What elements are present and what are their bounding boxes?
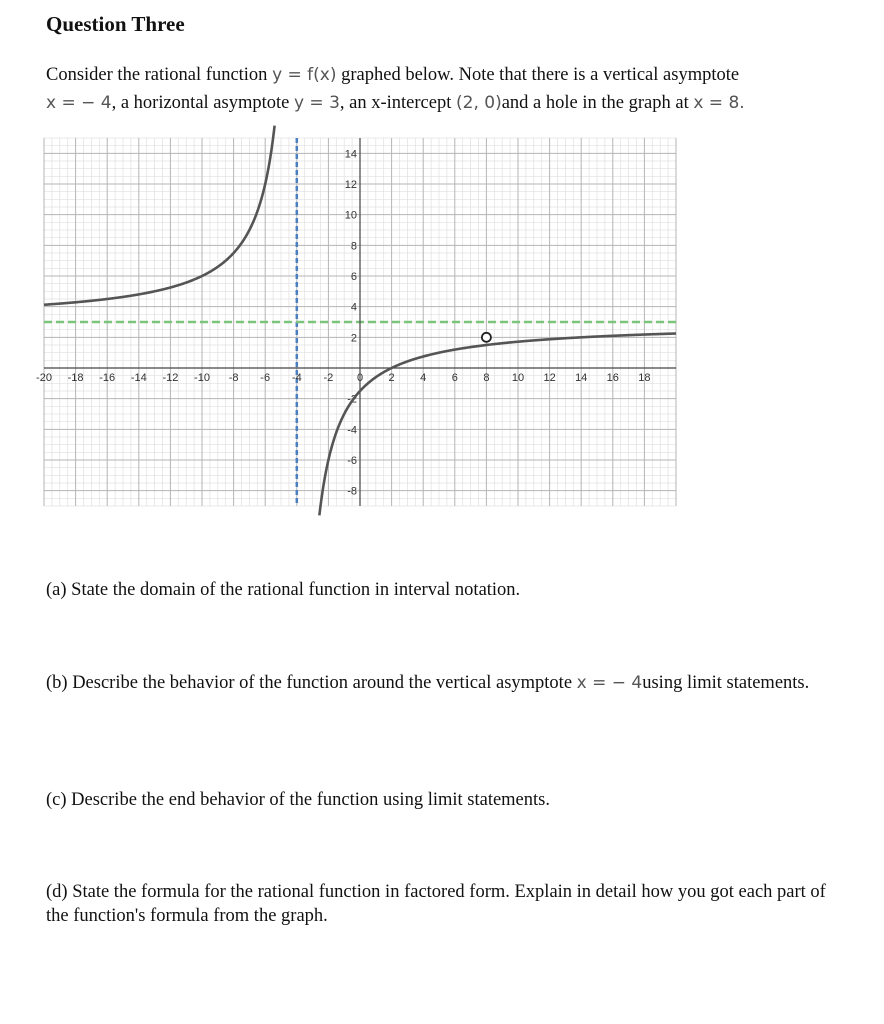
question-b-text: using limit statements. bbox=[642, 673, 810, 693]
intro-line-1 bbox=[46, 66, 739, 85]
x-tick-label: -4 bbox=[291, 372, 302, 384]
x-tick-label: -18 bbox=[67, 372, 84, 384]
math-vertical-asymptote: x = − 4 bbox=[46, 93, 112, 113]
x-tick-label: 4 bbox=[420, 372, 427, 384]
intro-text: , an x-intercept bbox=[339, 93, 456, 113]
x-tick-label: 14 bbox=[575, 372, 588, 384]
x-tick-label: -10 bbox=[194, 372, 210, 384]
math-x-intercept: (2, 0) bbox=[456, 93, 502, 113]
question-d: (d) State the formula for the rational function in factored form. Explain in detail how you got each part of the function's formula from the graph. bbox=[46, 882, 826, 926]
x-tick-label: 12 bbox=[543, 372, 556, 384]
x-tick-label: 0 bbox=[356, 372, 364, 384]
y-tick-label: 6 bbox=[350, 271, 357, 283]
x-tick-label: -14 bbox=[130, 372, 147, 384]
y-tick-label: 14 bbox=[344, 148, 357, 161]
x-tick-label: -16 bbox=[99, 372, 116, 384]
intro-text: and a hole in the graph at bbox=[501, 93, 694, 113]
intro-text: graphed below. Note that there is a vertical asymptote bbox=[336, 65, 740, 85]
x-tick-label: 10 bbox=[511, 372, 525, 384]
x-tick-label: 6 bbox=[451, 372, 458, 384]
math-hole: x = 8. bbox=[693, 93, 745, 113]
x-tick-label: 2 bbox=[388, 372, 395, 384]
y-tick-label: -2 bbox=[347, 393, 357, 406]
intro-text: Consider the rational function bbox=[46, 65, 273, 85]
y-tick-label: -4 bbox=[347, 424, 357, 437]
right-branch-curve bbox=[319, 334, 676, 516]
x-tick-label: -2 bbox=[323, 372, 334, 384]
left-branch-curve bbox=[44, 126, 275, 305]
question-c: (c) Describe the end behavior of the function using limit statements. bbox=[46, 790, 550, 810]
y-tick-label: -8 bbox=[347, 485, 357, 498]
y-tick-label: 10 bbox=[344, 209, 357, 222]
math-function: y = f(x) bbox=[272, 65, 337, 85]
function-graph bbox=[36, 138, 676, 506]
math-vertical-asymptote: x = − 4 bbox=[576, 673, 643, 693]
y-tick-label: 2 bbox=[350, 332, 357, 345]
x-tick-label: 18 bbox=[638, 372, 651, 384]
y-tick-label: 8 bbox=[350, 240, 357, 253]
x-tick-label: 16 bbox=[606, 372, 619, 384]
intro-line-2 bbox=[46, 94, 745, 113]
intro-text: , a horizontal asymptote bbox=[111, 93, 294, 113]
y-tick-label: 12 bbox=[344, 179, 357, 191]
points bbox=[482, 333, 491, 342]
question-b-text: (b) Describe the behavior of the function around the vertical asymptote bbox=[46, 673, 577, 693]
y-tick-label: 4 bbox=[350, 301, 357, 314]
math-horizontal-asymptote: y = 3 bbox=[293, 93, 340, 113]
x-tick-label: -6 bbox=[260, 372, 271, 384]
question-b bbox=[46, 671, 836, 695]
hole-point bbox=[482, 333, 491, 342]
x-tick-label: -20 bbox=[36, 372, 52, 384]
x-tick-label: -8 bbox=[228, 372, 239, 384]
y-tick-label: -6 bbox=[347, 455, 357, 467]
question-title: Question Three bbox=[46, 12, 185, 36]
x-tick-label: 8 bbox=[483, 372, 490, 384]
question-a: (a) State the domain of the rational function in interval notation. bbox=[46, 580, 521, 600]
x-tick-label: -12 bbox=[162, 372, 179, 384]
